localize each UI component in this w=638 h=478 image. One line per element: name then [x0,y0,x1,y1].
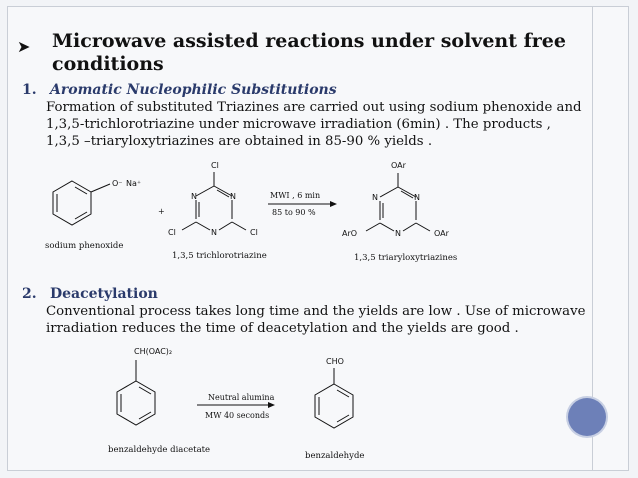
condition-alumina: Neutral alumina [208,393,275,402]
section-1-number: 1. [22,82,37,98]
phenoxide-o-label: O⁻ [112,179,123,188]
benzaldehyde-structure [315,368,353,428]
oar-right-label: OAr [434,229,449,238]
phenoxide-structure [53,181,110,225]
caption-benzaldehyde: benzaldehyde [305,451,365,461]
triazine-n-2: N [230,192,236,201]
sodium-label: Na⁺ [126,179,142,188]
condition-mw-time: MW 40 seconds [205,411,270,420]
section-2-text: Conventional process takes long time and the yields are low . Use of microwave irradiation reduces the time of deacetylation and the yields are good . [46,304,586,336]
condition-mwi: MWI , 6 min [270,191,321,200]
section-2-number: 2. [22,286,37,302]
condition-yield: 85 to 90 % [272,208,316,217]
cl-right-label: Cl [250,228,258,237]
bullet-arrow-icon: ➤ [17,37,31,56]
caption-triaryloxytriazines: 1,3,5 triaryloxytriazines [354,253,458,263]
section-2-heading-text: Deacetylation [50,286,158,302]
oar-top-label: OAr [391,161,406,170]
cho-label: CHO [326,357,344,366]
product-n-3: N [395,229,401,238]
reaction-arrow-2 [197,402,275,408]
reaction-arrow-1 [268,201,337,207]
product-n-2: N [414,193,420,202]
triazine-n-3: N [211,228,217,237]
cl-left-label: Cl [168,228,176,237]
plus-sign: + [158,207,165,216]
caption-benzaldehyde-diacetate: benzaldehyde diacetate [108,445,211,455]
ch-oac-label: CH(OAC)₂ [134,347,173,356]
caption-sodium-phenoxide: sodium phenoxide [45,241,124,251]
section-1-text: Formation of substituted Triazines are carried out using sodium phenoxide and 1,3,5-trichlorotriazine under microwave irradiation (6min) . The products , 1,3,5 –triaryloxytriazines are obtained in 85-90 % yields . [46,100,582,149]
trichlorotriazine-structure [182,172,246,230]
section-2-heading [22,286,158,302]
section-1-heading-text: Aromatic Nucleophilic Substitutions [50,82,337,98]
caption-trichlorotriazine: 1,3,5 trichlorotriazine [172,251,267,261]
slide-title: Microwave assisted reactions under solvent free conditions [52,30,566,75]
triaryloxytriazine-structure [366,173,430,231]
benzaldehyde-diacetate-structure [117,360,155,425]
product-n-1: N [372,193,378,202]
cl-top-label: Cl [211,161,219,170]
triazine-n-1: N [191,192,197,201]
aro-left-label: ArO [342,229,358,238]
decorative-circle [568,398,606,436]
